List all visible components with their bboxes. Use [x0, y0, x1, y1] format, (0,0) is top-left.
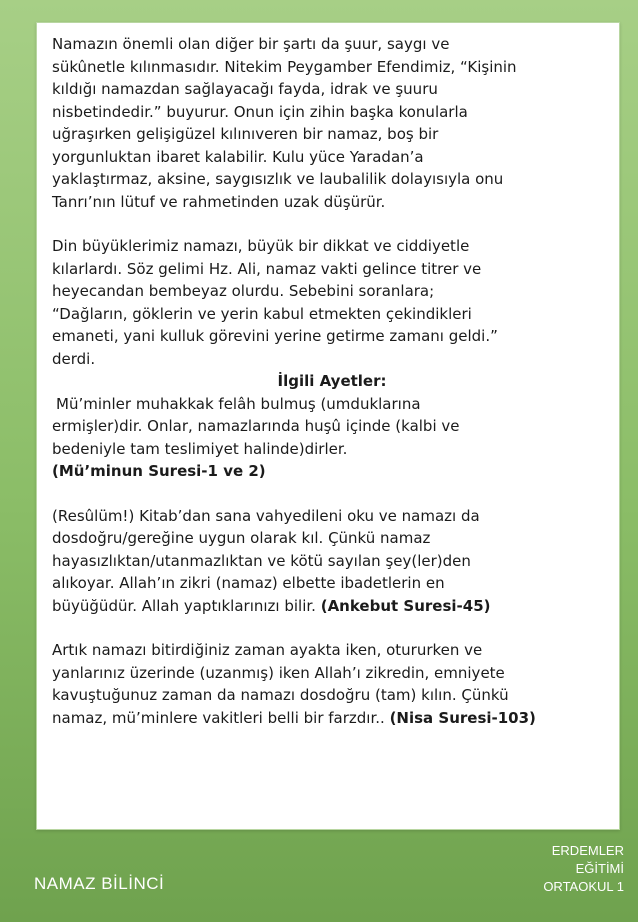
text-fragment: büyüğüdür. Allah yaptıklarınızı bilir.	[52, 596, 321, 615]
text-line: derdi.	[52, 349, 96, 368]
text-line: uğraşırken gelişigüzel kılınıveren bir namaz, boş bir	[52, 125, 439, 143]
text-line: kıldığı namazdan sağlayacağı fayda, idrak ve şuuru	[52, 80, 438, 98]
text-line: Din büyüklerimiz namazı, büyük bir dikkat ve ciddiyetle	[52, 237, 470, 255]
text-line: kılarlardı. Söz gelimi Hz. Ali, namaz vakti gelince titrer ve	[52, 259, 482, 278]
text-line	[52, 595, 612, 618]
verse-reference: (Ankebut Suresi-45)	[320, 596, 491, 615]
text-line: Namazın önemli olan diğer bir şartı da şuur, saygı ve	[52, 35, 450, 53]
spacer	[52, 213, 612, 235]
text-line: yanlarınız üzerinde (uzanmış) iken Allah’ı zikredin, emniyete	[52, 663, 505, 682]
verse-reference: (Mü’minun Suresi-1 ve 2)	[52, 462, 266, 480]
text-line: dosdoğru/gereğine uygun olarak kıl. Çünkü namaz	[52, 529, 431, 547]
spacer	[52, 617, 612, 639]
footer-line: EĞİTİMİ	[575, 861, 624, 876]
text-line: Artık namazı bitirdiğiniz zaman ayakta iken, otururken ve	[52, 641, 483, 659]
text-line	[52, 707, 612, 730]
paragraph-2	[52, 235, 612, 370]
document-body	[52, 33, 612, 729]
section-heading: İlgili Ayetler:	[277, 372, 387, 390]
paragraph-4	[52, 505, 612, 618]
spacer	[52, 483, 612, 505]
text-line: heyecandan bembeyaz olurdu. Sebebini soranlara;	[52, 282, 435, 300]
verse-reference: (Nisa Suresi-103)	[389, 708, 536, 727]
text-line: yaklaştırmaz, aksine, saygısızlık ve laubalilik dolayısıyla onu	[52, 170, 504, 188]
text-line: nisbetindedir.” buyurur. Onun için zihin başka konularla	[52, 102, 468, 121]
paragraph-3	[52, 393, 612, 483]
footer-title: NAMAZ BİLİNCİ	[34, 874, 165, 893]
text-line: bedeniyle tam teslimiyet halinde)dirler.	[52, 439, 348, 458]
text-line: yorgunluktan ibaret kalabilir. Kulu yüce Yaradan’a	[52, 147, 424, 166]
text-line: Tanrı’nın lütuf ve rahmetinden uzak düşürür.	[52, 192, 386, 211]
text-line: (Resûlüm!) Kitab’dan sana vahyedileni oku ve namazı da	[52, 506, 480, 525]
paragraph-1	[52, 33, 612, 213]
text-line: kavuştuğunuz zaman da namazı dosdoğru (tam) kılın. Çünkü	[52, 686, 509, 704]
text-line: hayasızlıktan/utanmazlıktan ve kötü sayılan şey(ler)den	[52, 551, 471, 570]
footer-line: ERDEMLER	[551, 843, 624, 858]
text-fragment: namaz, mü’minlere vakitleri belli bir farzdır..	[52, 708, 390, 727]
text-line: “Dağların, göklerin ve yerin kabul etmekten çekindikleri	[52, 304, 472, 323]
text-line: Mü’minler muhakkak felâh bulmuş (umduklarına	[56, 394, 421, 413]
text-line: ermişler)dir. Onlar, namazlarında huşû içinde (kalbi ve	[52, 417, 460, 435]
text-line: emaneti, yani kulluk görevini yerine getirme zamanı geldi.”	[52, 327, 498, 345]
text-line: alıkoyar. Allah’ın zikri (namaz) elbette ibadetlerin en	[52, 574, 445, 592]
footer-course-label	[484, 842, 624, 896]
footer-line: ORTAOKUL 1	[543, 879, 624, 894]
paragraph-5	[52, 639, 612, 729]
text-line: sükûnetle kılınmasıdır. Nitekim Peygamber Efendimiz, “Kişinin	[52, 57, 517, 76]
